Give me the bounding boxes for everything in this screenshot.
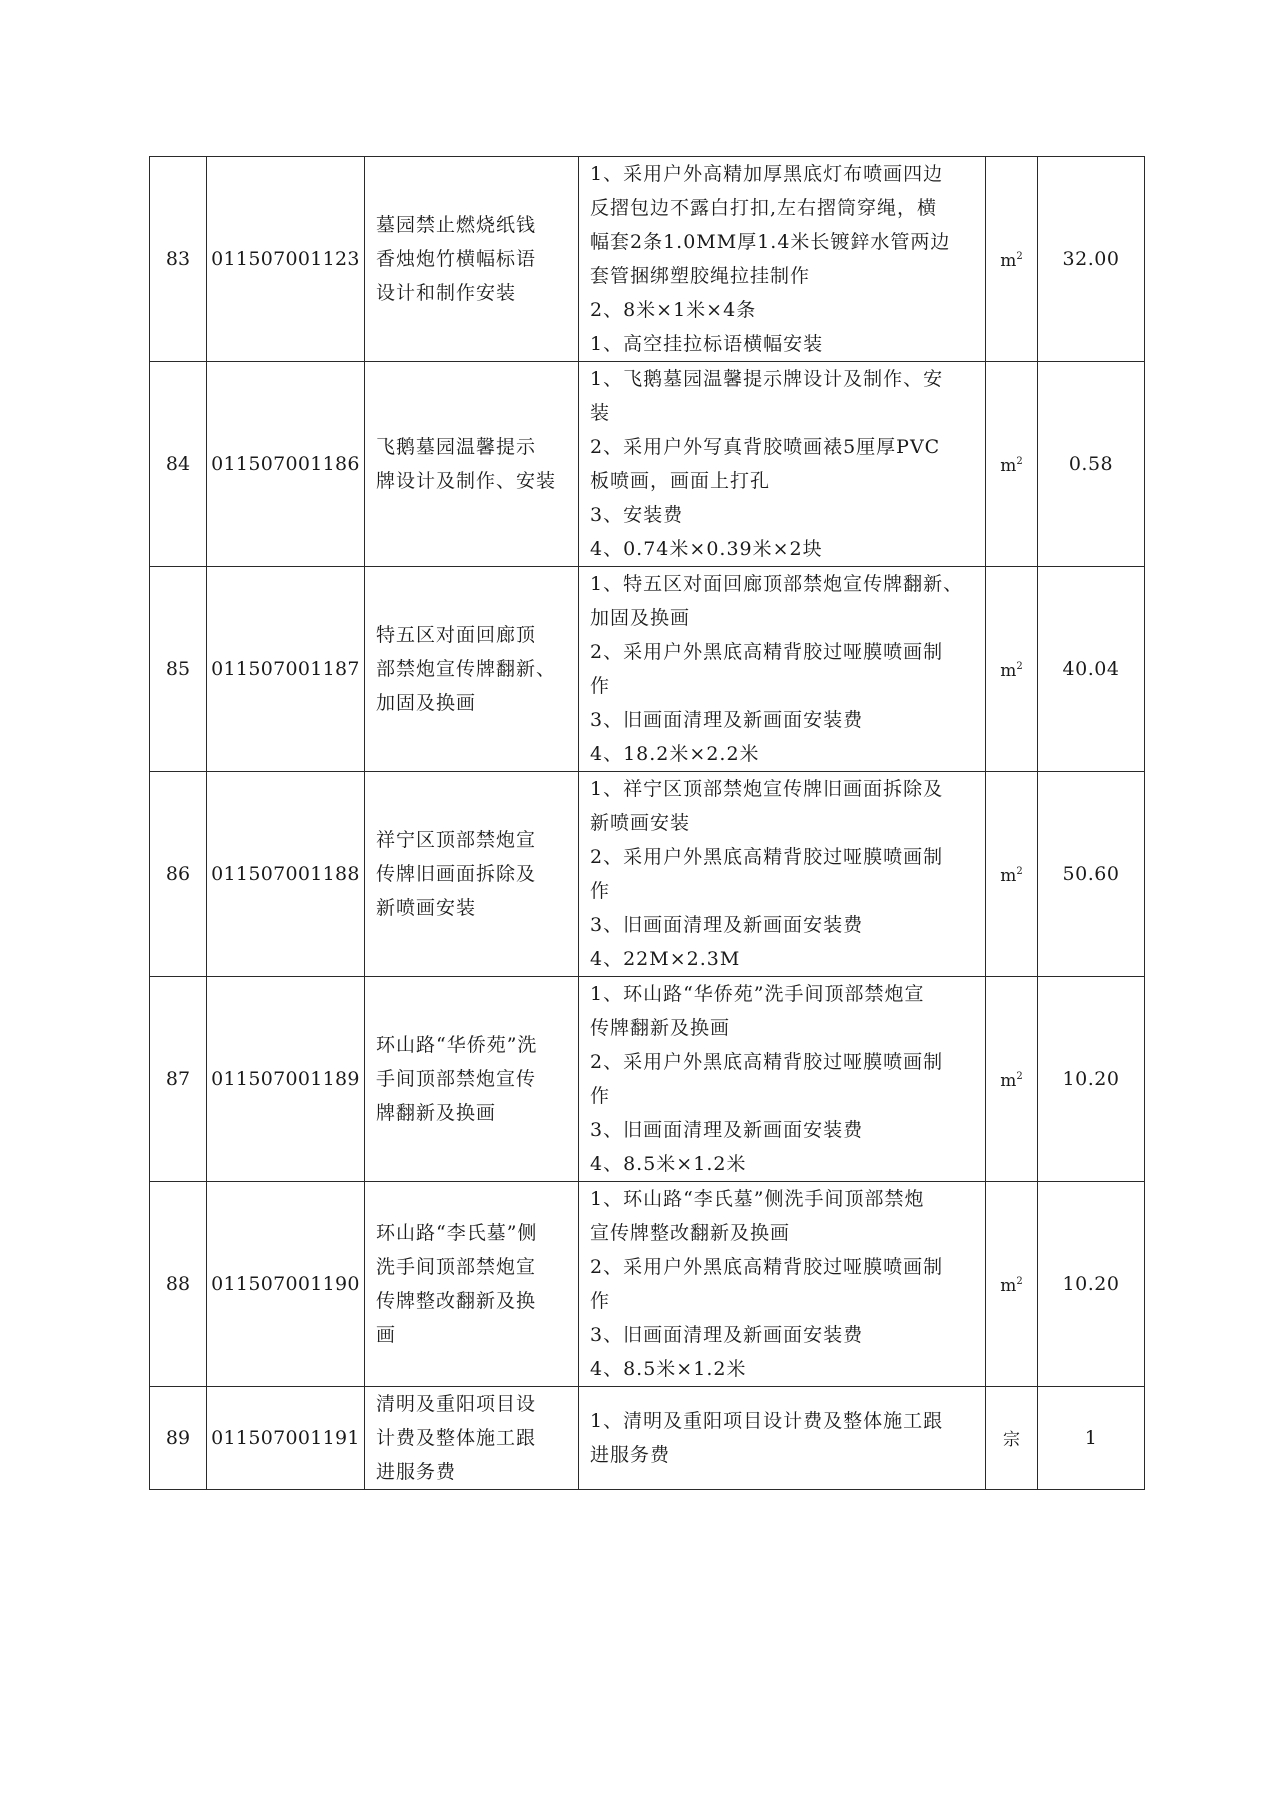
item-description-line: 3、旧画面清理及新画面安装费 (590, 914, 864, 936)
item-description-line: 4、8.5米×1.2米 (590, 1358, 747, 1380)
item-name-line: 牌设计及制作、安装 (376, 470, 557, 492)
unit-label (1000, 445, 1023, 483)
item-description-line: 3、旧画面清理及新画面安装费 (590, 1324, 864, 1346)
item-name-line: 环山路“李氏墓”侧 (376, 1222, 538, 1244)
item-description-line: 1、环山路“李氏墓”侧洗手间顶部禁炮 (590, 1188, 925, 1210)
item-name-line: 牌翻新及换画 (376, 1102, 497, 1124)
row-number: 85 (150, 567, 207, 772)
item-description (579, 157, 986, 362)
item-description-line: 4、18.2米×2.2米 (590, 743, 760, 765)
item-description-line: 进服务费 (590, 1444, 671, 1466)
table-row (150, 977, 1145, 1182)
quantity: 0.58 (1038, 362, 1145, 567)
item-description-line: 2、采用户外黑底高精背胶过哑膜喷画制 (590, 641, 944, 663)
unit (986, 362, 1038, 567)
unit-exponent: 2 (1016, 1276, 1023, 1287)
unit (986, 1182, 1038, 1387)
item-code: 011507001191 (207, 1387, 365, 1490)
item-description-line: 加固及换画 (590, 607, 691, 629)
unit (986, 567, 1038, 772)
item-description (579, 977, 986, 1182)
item-description-line: 4、0.74米×0.39米×2块 (590, 538, 823, 560)
item-description-line: 4、22M×2.3M (590, 948, 741, 970)
unit (986, 977, 1038, 1182)
table-row (150, 1182, 1145, 1387)
unit-exponent: 2 (1016, 251, 1023, 262)
item-name (365, 1387, 579, 1490)
quantity: 32.00 (1038, 157, 1145, 362)
item-description-line: 装 (590, 402, 611, 424)
unit (986, 1387, 1038, 1490)
item-description-line: 幅套2条1.0MM厚1.4米长镀鋅水管两边 (590, 231, 951, 253)
quantity: 10.20 (1038, 1182, 1145, 1387)
unit-base: 宗 (1003, 1430, 1020, 1450)
item-description-line: 1、祥宁区顶部禁炮宣传牌旧画面拆除及 (590, 778, 944, 800)
item-description-line: 1、清明及重阳项目设计费及整体施工跟 (590, 1410, 944, 1432)
item-name-line: 传牌旧画面拆除及 (376, 863, 537, 885)
unit-base: m (1000, 1276, 1017, 1296)
item-description-line: 套管捆绑塑胶绳拉挂制作 (590, 265, 811, 287)
item-name (365, 977, 579, 1182)
unit-exponent: 2 (1016, 661, 1023, 672)
quantity: 1 (1038, 1387, 1145, 1490)
item-description (579, 567, 986, 772)
item-name-line: 洗手间顶部禁炮宣 (376, 1256, 537, 1278)
item-description-line: 3、安装费 (590, 504, 684, 526)
item-description-line: 1、环山路“华侨苑”洗手间顶部禁炮宣 (590, 983, 925, 1005)
item-name-line: 特五区对面回廊顶 (376, 624, 537, 646)
item-description-line: 作 (590, 675, 611, 697)
unit-base: m (1000, 251, 1017, 271)
unit-base: m (1000, 1071, 1017, 1091)
item-description-line: 反摺包边不露白打扣,左右摺筒穿绳，横 (590, 197, 938, 219)
quantity: 10.20 (1038, 977, 1145, 1182)
item-name-line: 飞鹅墓园温馨提示 (376, 436, 537, 458)
item-name-line: 计费及整体施工跟 (376, 1427, 537, 1449)
item-name (365, 1182, 579, 1387)
table-row (150, 1387, 1145, 1490)
row-number: 89 (150, 1387, 207, 1490)
quantity: 50.60 (1038, 772, 1145, 977)
item-description-line: 2、采用户外黑底高精背胶过哑膜喷画制 (590, 1256, 944, 1278)
item-name (365, 567, 579, 772)
unit-label (1000, 240, 1023, 278)
row-number: 83 (150, 157, 207, 362)
item-name-line: 清明及重阳项目设 (376, 1393, 537, 1415)
item-description-line: 2、采用户外黑底高精背胶过哑膜喷画制 (590, 1051, 944, 1073)
unit-label (1000, 650, 1023, 688)
row-number: 88 (150, 1182, 207, 1387)
item-name-line: 祥宁区顶部禁炮宣 (376, 829, 537, 851)
item-description-line: 1、飞鹅墓园温馨提示牌设计及制作、安 (590, 368, 944, 390)
item-name-line: 新喷画安装 (376, 897, 477, 919)
table-body (150, 157, 1145, 1490)
unit-label (1003, 1419, 1020, 1457)
item-description-line: 2、采用户外黑底高精背胶过哑膜喷画制 (590, 846, 944, 868)
item-description-line: 2、8米×1米×4条 (590, 299, 757, 321)
item-name-line: 环山路“华侨苑”洗 (376, 1034, 538, 1056)
item-name-line: 画 (376, 1324, 397, 1346)
unit (986, 157, 1038, 362)
table-row (150, 567, 1145, 772)
item-name-line: 部禁炮宣传牌翻新、 (376, 658, 557, 680)
item-name (365, 157, 579, 362)
item-code: 011507001189 (207, 977, 365, 1182)
item-description-line: 3、旧画面清理及新画面安装费 (590, 1119, 864, 1141)
item-description-line: 作 (590, 1085, 611, 1107)
unit-label (1000, 1265, 1023, 1303)
item-description-line: 作 (590, 1290, 611, 1312)
unit-base: m (1000, 866, 1017, 886)
item-name-line: 进服务费 (376, 1461, 457, 1483)
item-name-line: 香烛炮竹横幅标语 (376, 248, 537, 270)
item-code: 011507001186 (207, 362, 365, 567)
table-row (150, 362, 1145, 567)
item-name-line: 传牌整改翻新及换 (376, 1290, 537, 1312)
unit-exponent: 2 (1016, 1071, 1023, 1082)
quantity: 40.04 (1038, 567, 1145, 772)
unit-label (1000, 855, 1023, 893)
item-description-line: 1、特五区对面回廊顶部禁炮宣传牌翻新、 (590, 573, 964, 595)
row-number: 87 (150, 977, 207, 1182)
item-code: 011507001190 (207, 1182, 365, 1387)
item-name-line: 加固及换画 (376, 692, 477, 714)
item-description-line: 宣传牌整改翻新及换画 (590, 1222, 791, 1244)
item-description (579, 1182, 986, 1387)
item-description-line: 作 (590, 880, 611, 902)
item-name-line: 墓园禁止燃烧纸钱 (376, 214, 537, 236)
row-number: 84 (150, 362, 207, 567)
unit-label (1000, 1060, 1023, 1098)
item-description-line: 3、旧画面清理及新画面安装费 (590, 709, 864, 731)
table-row (150, 157, 1145, 362)
item-name-line: 手间顶部禁炮宣传 (376, 1068, 537, 1090)
item-code: 011507001188 (207, 772, 365, 977)
bill-of-quantities-table (149, 156, 1145, 1490)
item-description-line: 板喷画，画面上打孔 (590, 470, 771, 492)
item-description-line: 4、8.5米×1.2米 (590, 1153, 747, 1175)
unit-exponent: 2 (1016, 456, 1023, 467)
item-code: 011507001187 (207, 567, 365, 772)
unit-exponent: 2 (1016, 866, 1023, 877)
unit-base: m (1000, 661, 1017, 681)
item-description (579, 1387, 986, 1490)
item-name (365, 772, 579, 977)
item-description-line: 2、采用户外写真背胶喷画裱5厘厚PVC (590, 436, 941, 458)
item-name-line: 设计和制作安装 (376, 282, 517, 304)
row-number: 86 (150, 772, 207, 977)
item-description-line: 1、高空挂拉标语横幅安装 (590, 333, 824, 355)
item-description-line: 1、采用户外高精加厚黑底灯布喷画四边 (590, 163, 944, 185)
item-description-line: 新喷画安装 (590, 812, 691, 834)
item-description-line: 传牌翻新及换画 (590, 1017, 731, 1039)
unit-base: m (1000, 456, 1017, 476)
unit (986, 772, 1038, 977)
item-name (365, 362, 579, 567)
item-description (579, 362, 986, 567)
item-code: 011507001123 (207, 157, 365, 362)
item-description (579, 772, 986, 977)
table-row (150, 772, 1145, 977)
